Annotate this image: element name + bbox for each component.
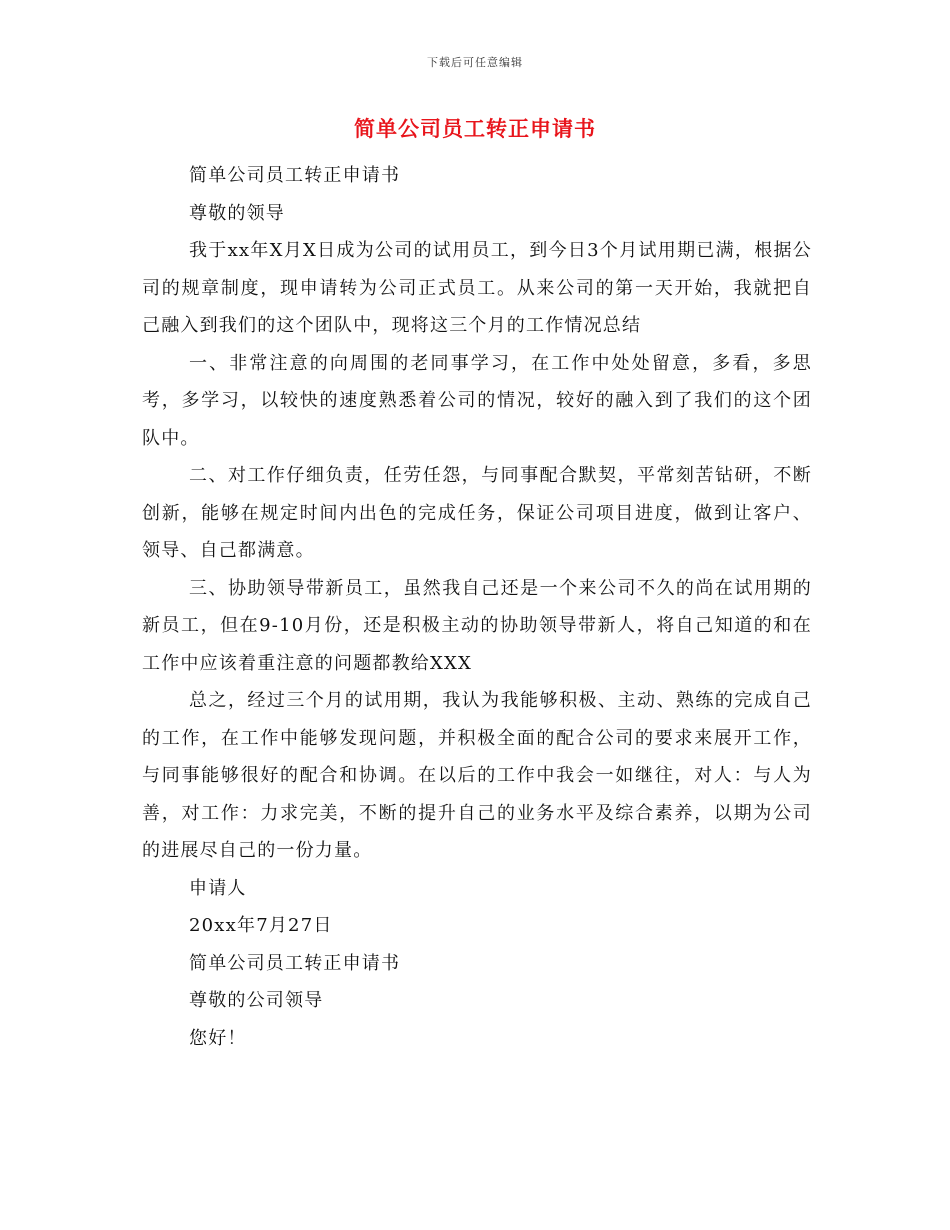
header-note: 下载后可任意编辑 [427, 56, 523, 69]
document-title: 简单公司员工转正申请书 [354, 116, 596, 141]
paragraph-point-3: 三、协助领导带新员工，虽然我自己还是一个来公司不久的尚在试用期的新员工，但在9-10月份，还是积极主动的协助领导带新人，将自己知道的和在工作中应该着重注意的问题都教给XXX [142, 577, 812, 674]
paragraph-salutation-2: 尊敬的公司领导 [189, 990, 324, 1011]
paragraph-applicant: 申请人 [189, 877, 247, 899]
paragraph-salutation: 尊敬的领导 [189, 202, 285, 224]
paragraph-greeting: 您好！ [189, 1027, 247, 1049]
paragraph-heading: 简单公司员工转正申请书 [189, 165, 401, 186]
paragraph-point-1: 一、非常注意的向周围的老同事学习，在工作中处处留意，多看，多思考，多学习，以较快的速度熟悉着公司的情况，较好的融入到了我们的这个团队中。 [142, 352, 812, 449]
paragraph-point-2: 二、对工作仔细负责，任劳任怨，与同事配合默契，平常刻苦钻研，不断创新，能够在规定时间内出色的完成任务，保证公司项目进度，做到让客户、领导、自己都满意。 [142, 465, 812, 561]
paragraph-summary: 总之，经过三个月的试用期，我认为我能够积极、主动、熟练的完成自己的工作，在工作中能够发现问题，并积极全面的配合公司的要求来展开工作，与同事能够很好的配合和协调。在以后的工作中我会一如继往，对人：与人为善，对工作：力求完美，不断的提升自己的业务水平及综合素养，以期为公司的进展尽自己的一份力量。 [142, 690, 812, 861]
paragraph-intro: 我于xx年X月X日成为公司的试用员工，到今日3个月试用期已满，根据公司的规章制度，现申请转为公司正式员工。从来公司的第一天开始，我就把自己融入到我们的这个团队中，现将这三个月的工作情况总结 [142, 240, 812, 336]
paragraph-date: 20xx年7月27日 [189, 915, 333, 936]
paragraph-heading-2: 简单公司员工转正申请书 [189, 952, 401, 974]
document-body [142, 157, 812, 1057]
